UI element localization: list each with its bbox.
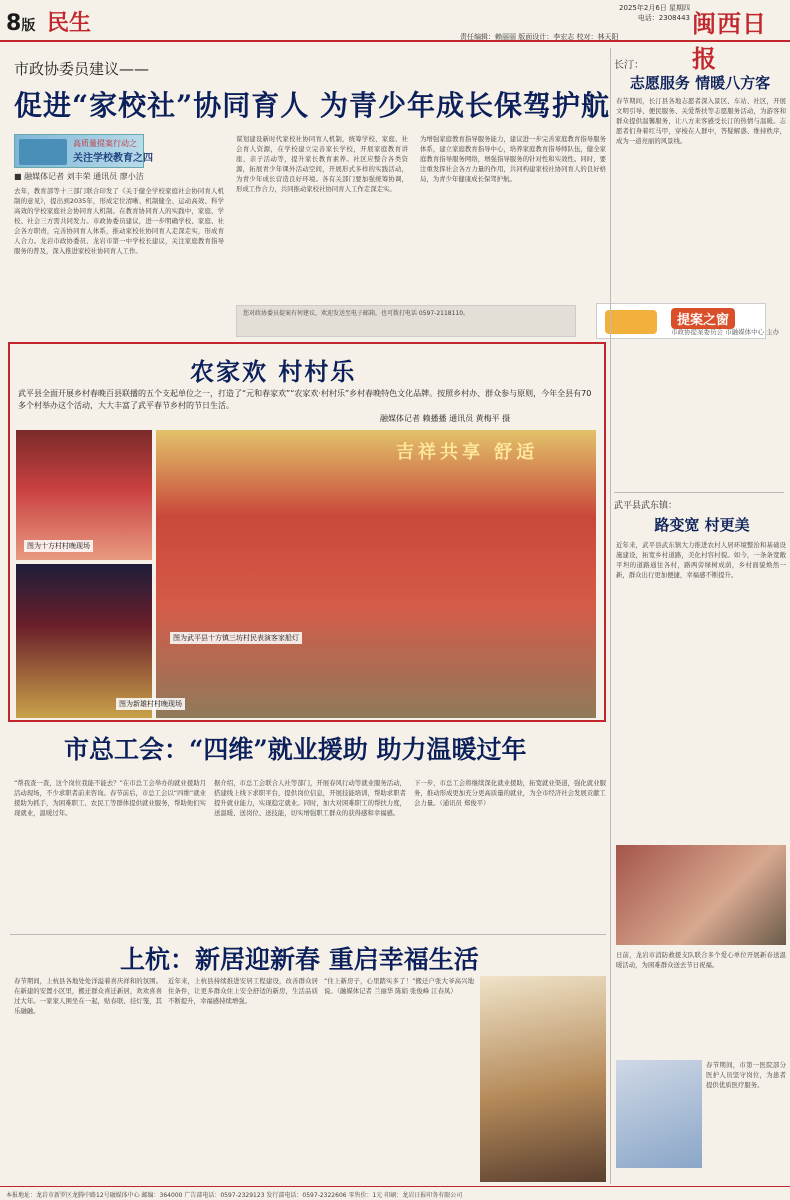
festival-banner-text: 吉祥共享 舒适	[396, 442, 539, 463]
thumbnail-image	[19, 139, 67, 165]
union-column-2: 据介绍，市总工会联合人社等部门，开展春风行动等就业服务活动，搭建线上线下求职平台，提供岗位信息，开展技能培训，帮助求职者提升就业能力，实现稳定就业。同时，加大对困难职工的帮扶力度，送温暖、送岗位、送技能，切实增强职工群众的获得感和幸福感。	[214, 779, 406, 817]
contact-notice: 您对政协委员提案有何建议，欢迎发送至电子邮箱，也可拨打电话 0597-2118110。	[236, 305, 576, 337]
festival-credit: 融媒体记者 赖播播 通讯员 黄梅平 摄	[380, 414, 511, 423]
festival-intro: 武平县全面开展乡村春晚百县联播的五个支起单位之一，打造了“元和春家欢”“农家欢·村村乐”乡村春晚特色文化品牌。按照乡村办、群众参与原则，今年全县有70多个村举办这个活动，大大丰富了武平春节乡村的节日生活。	[18, 389, 592, 410]
lead-column-2: 谋划建设新时代家校社协同育人机制，统筹学校、家庭、社会育人资源，在学校建立完善家长学校，开展家庭教育讲座、亲子活动等，提升家长教育素养。社区应整合各类资源，拓展青少年课外活动空间，开展形式多样的实践活动，为青少年成长营造良好环境。各有关部门要加强统筹协调，形成工作合力，共同推动家校社协同育人工作走深走实。	[236, 135, 408, 193]
sidebar-divider	[610, 48, 611, 1184]
lead-headline: 促进“家校社”协同育人 为青少年成长保驾护航	[14, 89, 610, 122]
shanghang-column-2: 近年来，上杭县持续推进安居工程建设，改善群众居住条件，让更多群众住上安全舒适的新房，生活品质不断提升，幸福感持续增强。	[168, 977, 318, 1005]
page-number-suffix: 版	[21, 18, 36, 34]
page-number-value: 8	[6, 11, 22, 36]
thumbnail-topic: 关注学校教育之四	[73, 153, 153, 164]
sidebar-text: 春节期间，长汀县各地志愿者深入景区、车站、社区，开展文明引导、便民服务、关爱帮扶等志愿服务活动，为游客和群众提供温馨服务，让八方来客感受长汀的热情与温暖。志愿者们身着红马甲，穿梭在人群中，答疑解惑、维持秩序，成为一道亮丽的风景线。	[616, 97, 786, 145]
issue-date: 2025年2月6日 星期四	[619, 4, 690, 12]
photo-caption-xinxiong: 图为新雄村村晚现场	[116, 698, 185, 710]
lead-byline: ■ 融媒体记者 刘丰荣 通讯员 廖小洁	[14, 172, 144, 181]
sidebar-headline: 志愿服务 情暖八方客	[629, 74, 771, 92]
shanghang-photo	[480, 976, 606, 1182]
sidebar-text-2: 近年来，武平县武东镇大力推进农村人居环境整治和基础设施建设，拓宽乡村道路，美化村容村貌。如今，一条条宽敞平坦的道路通往各村，路两旁绿树成荫，乡村面貌焕然一新，群众出行更加便捷，幸福感不断提升。	[616, 541, 786, 579]
shanghang-column-3: “住上新房子，心里踏实多了！”搬迁户张大爷高兴地说。（融媒体记者 兰丽华 陈娟 张俊峰 江春凤）	[324, 977, 474, 995]
proposal-window-title: 提案之窗	[671, 308, 735, 329]
shanghang-column-1: 春节期间，上杭县各地处处洋溢着喜庆祥和的氛围。在新建的安置小区里，搬迁群众喜迁新居，欢欢喜喜过大年。一家家人围坐在一起，贴春联、挂灯笼，其乐融融。	[14, 977, 162, 1015]
lead-kicker: 市政协委员建议——	[14, 60, 150, 78]
sidebar-kicker-2: 武平县武东镇：	[614, 501, 678, 511]
sidebar-photo-caption: 日前，龙岩市消防救援支队联合多个爱心单位开展新春送温暖活动，为困难群众送去节日祝福。	[616, 951, 786, 969]
sidebar-photo-fire-brigade	[616, 845, 786, 945]
series-thumbnail	[14, 134, 153, 168]
page-number	[6, 6, 91, 37]
sidebar-kicker: 长汀：	[614, 60, 644, 71]
festival-photo-xinxiong	[16, 564, 182, 718]
shanghang-headline: 上杭：新居迎新春 重启幸福生活	[120, 945, 479, 974]
sidebar-bottom-caption: 春节期间，市第一医院部分医护人员坚守岗位，为患者提供优质医疗服务。	[706, 1061, 786, 1089]
thumbnail-series-label: 高质量提案行动之	[73, 139, 137, 148]
lead-column-3: 为增强家庭教育指导服务能力，建议进一步完善家庭教育指导服务体系，建立家庭教育指导中心，培养家庭教育指导师队伍，健全家庭教育指导服务网络，增强指导服务的针对性和实效性。同时，要注重发挥社会各方力量的作用，共同构建家校社协同育人的良好格局，为青少年健康成长保驾护航。	[420, 135, 606, 183]
sidebar-section-rule	[614, 492, 784, 493]
lead-column-1: 去年，教育部等十三部门联合印发了《关于健全学校家庭社会协同育人机制的意见》，提出到2035年，形成定位清晰、机制健全、运动高效、科学高效的学校家庭社会协同育人机制。在教育协同育人的实践中，家庭、学校、社会三方需共同发力。市政协委员建议，进一步明确学校、家庭、社会各方职责，完善协同育人体系，推动家校社协同育人走深走实，形成育人合力。龙岩市政协委员、龙岩市第一中学校长建议，关注家庭教育指导服务的普及，深入推进家校社协同育人工作。	[14, 187, 224, 255]
paper-logo: 闽西日报	[692, 9, 767, 73]
page-footer: 本报地址：龙岩市新罗区龙腾中路12号融媒体中心 邮编：364000 广告部电话：0597-2329123 发行部电话：0597-2322606 零售价：1元 印刷：龙岩日报印务有限公司	[0, 1186, 790, 1200]
proposal-window-sponsor: 市政协提案委员会 市融媒体中心 主办	[671, 328, 780, 336]
union-column-3: 下一步，市总工会将继续深化就业援助，拓宽就业渠道，强化就业服务，推动形成更加充分更高质量的就业，为全市经济社会发展贡献工会力量。（通讯员 郑俊平）	[414, 779, 606, 807]
festival-photo-sanfang	[156, 430, 596, 718]
issue-phone: 电话：2308443	[637, 14, 690, 22]
festival-photo-shifang	[16, 430, 152, 560]
union-column-1: “帮我查一查，这个岗位我能不能去？”在市总工会举办的就业援助月活动现场，不少求职者前来咨询。春节前后，市总工会以“四维”就业援助为抓手，为困难职工、农民工等群体提供就业服务，帮助他们实现就业，温暖过年。	[14, 779, 206, 817]
issue-meta	[590, 3, 690, 23]
festival-title: 农家欢 村村乐	[190, 357, 357, 386]
editor-credits: 责任编辑：赖丽丽 版面设计：李宏志 校对：林天阳	[460, 33, 619, 41]
section-rule	[10, 934, 606, 935]
sidebar-headline-2: 路变宽 村更美	[654, 516, 750, 534]
photo-caption-sanfang: 图为武平县十方镇三坊村民表演客家船灯	[170, 632, 302, 644]
union-headline: 市总工会：“四维”就业援助 助力温暖过年	[64, 735, 527, 764]
section-name: 民生	[46, 11, 91, 36]
photo-caption-shifang: 图为十方村村晚现场	[24, 540, 93, 552]
sidebar-photo-hospital	[616, 1060, 702, 1168]
